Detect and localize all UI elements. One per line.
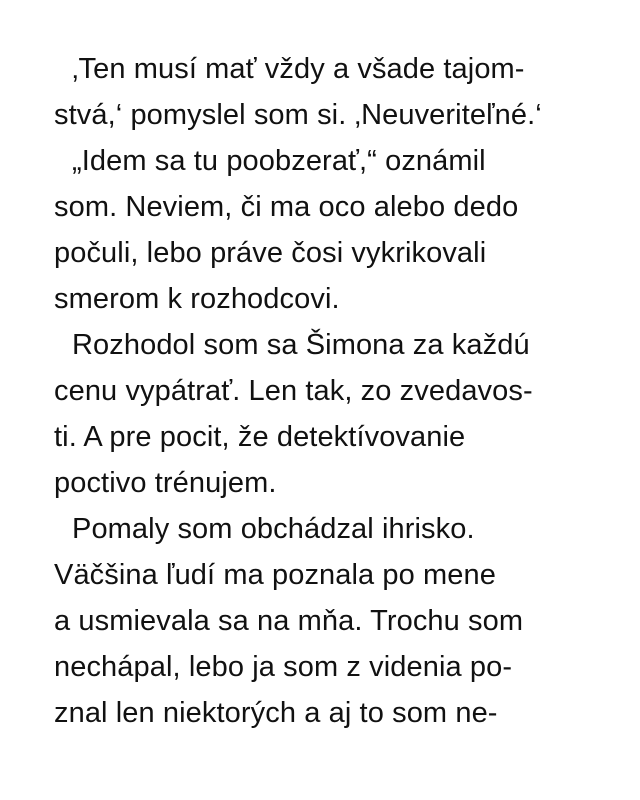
text-line: ti. A pre pocit, že detektívovanie (54, 421, 466, 453)
text-line: som. Neviem, či ma oco alebo dedo (54, 191, 519, 223)
text-line: stvá,‘ pomyslel som si. ‚Neuveriteľné.‘ (54, 99, 542, 131)
text-line: ‚Ten musí mať vždy a všade tajom- (72, 53, 525, 85)
text-line: smerom k rozhodcovi. (54, 283, 340, 315)
text-line: nechápal, lebo ja som z videnia po- (54, 651, 513, 683)
text-line: poctivo trénujem. (54, 467, 277, 499)
text-line: Väčšina ľudí ma poznala po mene (54, 559, 496, 591)
text-line: počuli, lebo práve čosi vykrikovali (54, 237, 487, 269)
text-line: „Idem sa tu poobzerať,“ oznámil (72, 145, 486, 177)
text-line: znal len niektorých a aj to som ne- (54, 697, 498, 729)
text-body (54, 46, 594, 736)
text-line: cenu vypátrať. Len tak, zo zvedavos- (54, 375, 533, 407)
text-line: Pomaly som obchádzal ihrisko. (72, 513, 475, 545)
text-line: a usmievala sa na mňa. Trochu som (54, 605, 524, 637)
text-line: Rozhodol som sa Šimona za každú (72, 329, 530, 361)
